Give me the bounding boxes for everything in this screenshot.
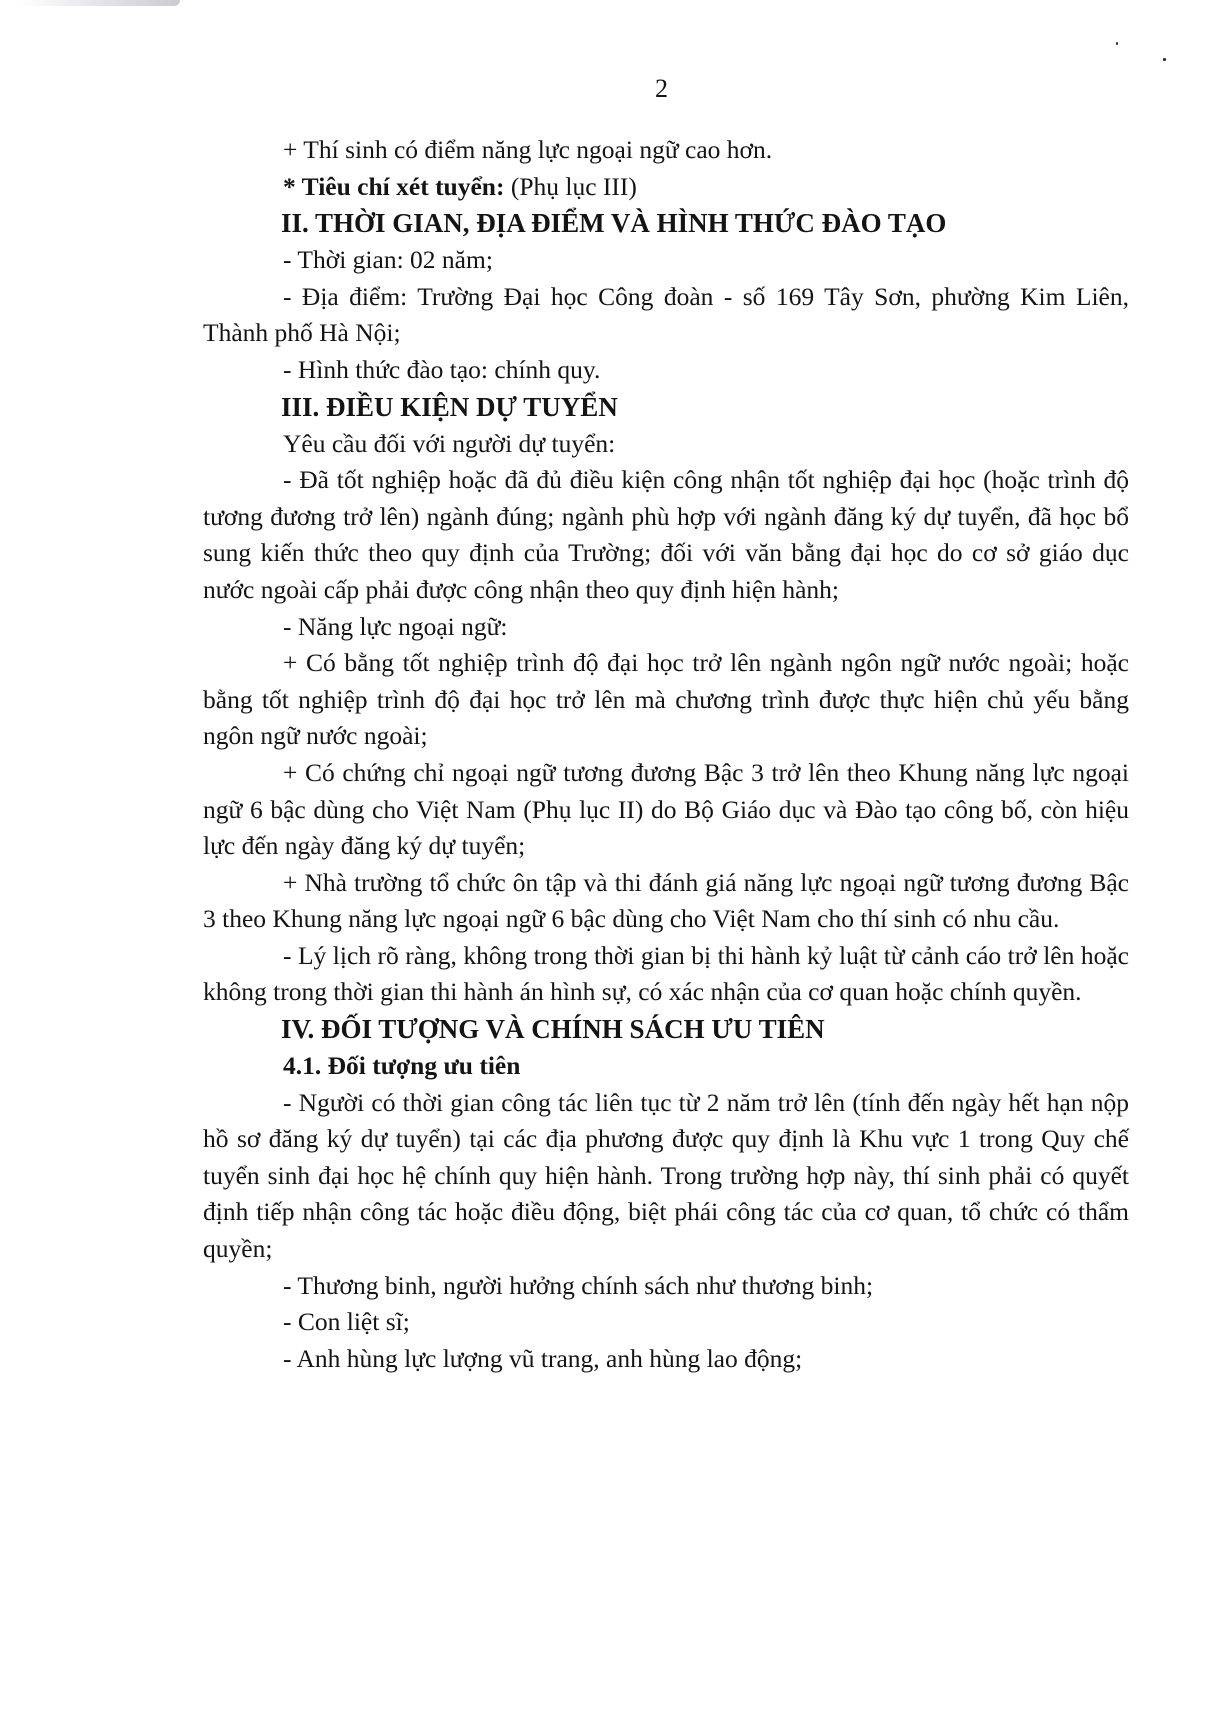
selection-criteria [203, 169, 1129, 206]
location-line-1: - Địa điểm: Trường Đại học Công đoàn - số 169 Tây Sơn, phường Kim Liên, [283, 281, 1129, 311]
scan-speck [1163, 58, 1166, 61]
degree-requirement: - Đã tốt nghiệp hoặc đã đủ điều kiện công nhận tốt nghiệp đại học (hoặc trình độ tương đương trở lên) ngành đúng; ngành phù hợp với ngành đăng ký dự tuyển, đã học bổ sung kiến thức theo quy định của Trường; đối với văn bằng đại học do cơ sở giáo dục nước ngoài cấp phải được công nhận theo quy định hiện hành; [203, 465, 1129, 604]
section-ii-heading: II. THỜI GIAN, ĐỊA ĐIỂM VÀ HÌNH THỨC ĐÀO TẠO [281, 208, 947, 239]
location-line-2: Thành phố Hà Nội; [203, 318, 401, 348]
page-number: 2 [655, 74, 668, 103]
section-iv-heading: IV. ĐỐI TƯỢNG VÀ CHÍNH SÁCH ƯU TIÊN [281, 1014, 825, 1045]
language-option: + Nhà trường tổ chức ôn tập và thi đánh giá năng lực ngoại ngữ tương đương Bậc 3 theo Khung năng lực ngoại ngữ 6 bậc dùng cho Việt Nam cho thí sinh có nhu cầu. [203, 867, 1129, 934]
language-option: + Có bằng tốt nghiệp trình độ đại học trở lên ngành ngôn ngữ nước ngoài; hoặc bằng tốt nghiệp trình độ đại học trở lên mà chương trình được thực hiện chủ yếu bằng ngôn ngữ nước ngoài; [203, 648, 1129, 751]
scan-speck [1116, 42, 1118, 45]
priority-item: - Người có thời gian công tác liên tục từ 2 năm trở lên (tính đến ngày hết hạn nộp hồ sơ đăng ký dự tuyển) tại các địa phương được quy định là Khu vực 1 trong Quy chế tuyển sinh đại học hệ chính quy hiện hành. Trong trường hợp này, thí sinh phải có quyết định tiếp nhận công tác hoặc điều động, biệt phái công tác của cơ quan, tổ chức có thẩm quyền; [203, 1087, 1129, 1264]
priority-item: - Anh hùng lực lượng vũ trang, anh hùng lao động; [283, 1343, 803, 1373]
language-requirement-label: - Năng lực ngoại ngữ: [283, 611, 508, 641]
training-mode-line: - Hình thức đào tạo: chính quy. [283, 354, 601, 384]
priority-item: - Thương binh, người hưởng chính sách như thương binh; [283, 1270, 874, 1300]
priority-subjects-subheading: 4.1. Đối tượng ưu tiên [283, 1051, 521, 1081]
selection-criteria-value: (Phụ lục III) [504, 171, 637, 201]
duration-line: - Thời gian: 02 năm; [283, 245, 493, 275]
requirements-intro: Yêu cầu đối với người dự tuyển: [283, 428, 616, 458]
priority-item: - Con liệt sĩ; [283, 1307, 410, 1337]
selection-criteria-label: * Tiêu chí xét tuyển: [283, 171, 505, 201]
section-iii-heading: III. ĐIỀU KIỆN DỰ TUYỂN [281, 391, 618, 422]
document-body [203, 132, 1129, 1377]
criterion-line: + Thí sinh có điểm năng lực ngoại ngữ cao hơn. [283, 135, 773, 164]
background-requirement: - Lý lịch rõ ràng, không trong thời gian bị thi hành kỷ luật từ cảnh cáo trở lên hoặc không trong thời gian thi hành án hình sự, có xác nhận của cơ quan hoặc chính quyền. [203, 940, 1129, 1007]
language-option: + Có chứng chỉ ngoại ngữ tương đương Bậc 3 trở lên theo Khung năng lực ngoại ngữ 6 bậc dùng cho Việt Nam (Phụ lục II) do Bộ Giáo dục và Đào tạo công bố, còn hiệu lực đến ngày đăng ký dự tuyển; [203, 757, 1129, 861]
scan-edge-shadow [20, 0, 180, 6]
